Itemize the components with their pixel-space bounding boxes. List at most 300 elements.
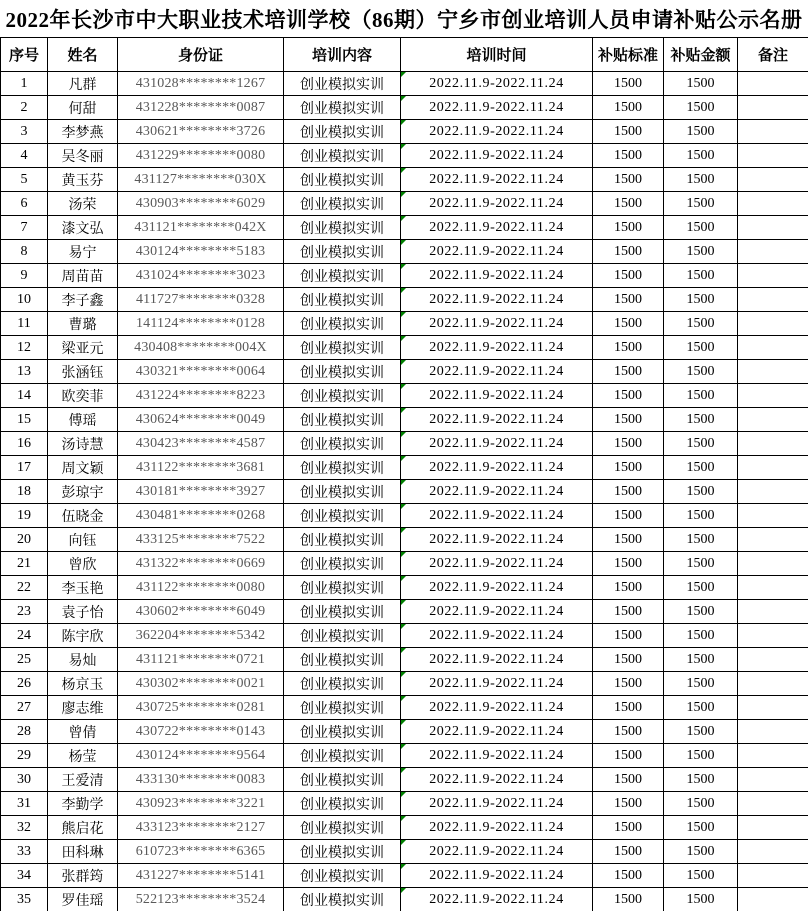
- cell-corner-marker-icon: [401, 360, 406, 365]
- cell-corner-marker-icon: [401, 816, 406, 821]
- cell-training_period: [401, 672, 593, 696]
- cell-no: 26: [1, 672, 48, 696]
- training-period-text: 2022.11.9-2022.11.24: [429, 699, 564, 715]
- cell-remark: [738, 120, 808, 144]
- cell-remark: [738, 144, 808, 168]
- cell-id_number: 431127********030X: [118, 168, 284, 192]
- cell-corner-marker-icon: [401, 888, 406, 893]
- cell-remark: [738, 720, 808, 744]
- table-header: [1, 38, 808, 72]
- cell-subsidy_amount: 1500: [664, 120, 738, 144]
- cell-remark: [738, 264, 808, 288]
- cell-remark: [738, 432, 808, 456]
- cell-remark: [738, 408, 808, 432]
- cell-subsidy_amount: 1500: [664, 456, 738, 480]
- cell-subsidy_standard: 1500: [593, 456, 664, 480]
- cell-name: 田科琳: [48, 840, 118, 864]
- cell-no: 28: [1, 720, 48, 744]
- header-subsidy-standard: 补贴标准: [593, 38, 664, 72]
- cell-id_number: 431228********0087: [118, 96, 284, 120]
- cell-id_number: 430408********004X: [118, 336, 284, 360]
- cell-corner-marker-icon: [401, 720, 406, 725]
- cell-subsidy_amount: 1500: [664, 72, 738, 96]
- cell-subsidy_standard: 1500: [593, 696, 664, 720]
- cell-no: 2: [1, 96, 48, 120]
- table-row: [1, 144, 808, 168]
- cell-id_number: 522123********3524: [118, 888, 284, 911]
- training-period-text: 2022.11.9-2022.11.24: [429, 747, 564, 763]
- header-no: 序号: [1, 38, 48, 72]
- cell-name: 曹璐: [48, 312, 118, 336]
- cell-id_number: 430124********9564: [118, 744, 284, 768]
- cell-subsidy_standard: 1500: [593, 672, 664, 696]
- table-row: [1, 864, 808, 888]
- cell-training_content: 创业模拟实训: [284, 504, 401, 528]
- header-row: [1, 38, 808, 72]
- table-row: [1, 312, 808, 336]
- cell-name: 梁亚元: [48, 336, 118, 360]
- cell-training_content: 创业模拟实训: [284, 336, 401, 360]
- cell-no: 32: [1, 816, 48, 840]
- cell-remark: [738, 480, 808, 504]
- table-row: [1, 480, 808, 504]
- cell-id_number: 430481********0268: [118, 504, 284, 528]
- training-period-text: 2022.11.9-2022.11.24: [429, 627, 564, 643]
- cell-subsidy_amount: 1500: [664, 816, 738, 840]
- table-row: [1, 288, 808, 312]
- cell-training_period: [401, 312, 593, 336]
- cell-no: 29: [1, 744, 48, 768]
- table-row: [1, 192, 808, 216]
- cell-name: 漆文弘: [48, 216, 118, 240]
- cell-id_number: 431024********3023: [118, 264, 284, 288]
- cell-remark: [738, 552, 808, 576]
- cell-subsidy_amount: 1500: [664, 768, 738, 792]
- cell-subsidy_amount: 1500: [664, 240, 738, 264]
- cell-training_content: 创业模拟实训: [284, 192, 401, 216]
- table-row: [1, 504, 808, 528]
- cell-no: 18: [1, 480, 48, 504]
- cell-no: 22: [1, 576, 48, 600]
- cell-training_content: 创业模拟实训: [284, 744, 401, 768]
- cell-name: 熊启花: [48, 816, 118, 840]
- cell-training_content: 创业模拟实训: [284, 600, 401, 624]
- cell-subsidy_standard: 1500: [593, 720, 664, 744]
- cell-remark: [738, 672, 808, 696]
- cell-remark: [738, 360, 808, 384]
- cell-no: 20: [1, 528, 48, 552]
- cell-corner-marker-icon: [401, 192, 406, 197]
- cell-corner-marker-icon: [401, 864, 406, 869]
- table-row: [1, 744, 808, 768]
- table-row: [1, 240, 808, 264]
- table-row: [1, 768, 808, 792]
- table-row: [1, 696, 808, 720]
- cell-subsidy_standard: 1500: [593, 336, 664, 360]
- cell-name: 向钰: [48, 528, 118, 552]
- cell-corner-marker-icon: [401, 168, 406, 173]
- cell-training_content: 创业模拟实训: [284, 768, 401, 792]
- cell-training_period: [401, 696, 593, 720]
- cell-training_period: [401, 432, 593, 456]
- table-row: [1, 576, 808, 600]
- cell-no: 13: [1, 360, 48, 384]
- cell-training_period: [401, 288, 593, 312]
- cell-name: 易灿: [48, 648, 118, 672]
- header-training-content: 培训内容: [284, 38, 401, 72]
- cell-name: 张群筠: [48, 864, 118, 888]
- cell-remark: [738, 792, 808, 816]
- cell-training_period: [401, 144, 593, 168]
- cell-no: 3: [1, 120, 48, 144]
- cell-remark: [738, 624, 808, 648]
- cell-no: 1: [1, 72, 48, 96]
- cell-remark: [738, 600, 808, 624]
- table-row: [1, 552, 808, 576]
- table-row: [1, 456, 808, 480]
- cell-subsidy_amount: 1500: [664, 528, 738, 552]
- cell-corner-marker-icon: [401, 240, 406, 245]
- cell-subsidy_standard: 1500: [593, 600, 664, 624]
- cell-training_period: [401, 600, 593, 624]
- cell-training_content: 创业模拟实训: [284, 168, 401, 192]
- cell-name: 廖志维: [48, 696, 118, 720]
- cell-id_number: 431322********0669: [118, 552, 284, 576]
- training-period-text: 2022.11.9-2022.11.24: [429, 651, 564, 667]
- cell-subsidy_amount: 1500: [664, 216, 738, 240]
- cell-training_period: [401, 744, 593, 768]
- header-training-period: 培训时间: [401, 38, 593, 72]
- cell-training_period: [401, 240, 593, 264]
- cell-subsidy_standard: 1500: [593, 816, 664, 840]
- cell-name: 袁子怡: [48, 600, 118, 624]
- cell-id_number: 430302********0021: [118, 672, 284, 696]
- cell-name: 李梦燕: [48, 120, 118, 144]
- cell-training_period: [401, 720, 593, 744]
- cell-subsidy_standard: 1500: [593, 72, 664, 96]
- cell-training_period: [401, 120, 593, 144]
- cell-no: 27: [1, 696, 48, 720]
- cell-training_content: 创业模拟实训: [284, 240, 401, 264]
- cell-training_content: 创业模拟实训: [284, 720, 401, 744]
- training-period-text: 2022.11.9-2022.11.24: [429, 435, 564, 451]
- cell-no: 5: [1, 168, 48, 192]
- cell-subsidy_amount: 1500: [664, 288, 738, 312]
- training-period-text: 2022.11.9-2022.11.24: [429, 411, 564, 427]
- cell-corner-marker-icon: [401, 480, 406, 485]
- cell-remark: [738, 288, 808, 312]
- cell-subsidy_standard: 1500: [593, 528, 664, 552]
- cell-no: 14: [1, 384, 48, 408]
- cell-name: 张涵钰: [48, 360, 118, 384]
- training-period-text: 2022.11.9-2022.11.24: [429, 723, 564, 739]
- cell-training_content: 创业模拟实训: [284, 792, 401, 816]
- cell-name: 傅瑶: [48, 408, 118, 432]
- cell-training_content: 创业模拟实训: [284, 72, 401, 96]
- cell-no: 23: [1, 600, 48, 624]
- cell-subsidy_standard: 1500: [593, 744, 664, 768]
- cell-id_number: 430602********6049: [118, 600, 284, 624]
- cell-training_content: 创业模拟实训: [284, 552, 401, 576]
- cell-name: 陈宇欣: [48, 624, 118, 648]
- cell-training_period: [401, 528, 593, 552]
- cell-id_number: 430722********0143: [118, 720, 284, 744]
- cell-id_number: 430124********5183: [118, 240, 284, 264]
- cell-no: 33: [1, 840, 48, 864]
- cell-no: 25: [1, 648, 48, 672]
- cell-no: 10: [1, 288, 48, 312]
- cell-no: 24: [1, 624, 48, 648]
- table-row: [1, 432, 808, 456]
- table-row: [1, 624, 808, 648]
- cell-training_period: [401, 648, 593, 672]
- cell-training_period: [401, 72, 593, 96]
- cell-remark: [738, 384, 808, 408]
- cell-name: 李勤学: [48, 792, 118, 816]
- cell-subsidy_amount: 1500: [664, 264, 738, 288]
- cell-subsidy_amount: 1500: [664, 432, 738, 456]
- cell-no: 7: [1, 216, 48, 240]
- training-period-text: 2022.11.9-2022.11.24: [429, 267, 564, 283]
- cell-training_period: [401, 864, 593, 888]
- cell-subsidy_amount: 1500: [664, 720, 738, 744]
- cell-training_content: 创业模拟实训: [284, 576, 401, 600]
- cell-id_number: 430903********6029: [118, 192, 284, 216]
- cell-remark: [738, 240, 808, 264]
- cell-remark: [738, 768, 808, 792]
- cell-corner-marker-icon: [401, 432, 406, 437]
- cell-corner-marker-icon: [401, 648, 406, 653]
- cell-id_number: 431121********0721: [118, 648, 284, 672]
- cell-subsidy_standard: 1500: [593, 552, 664, 576]
- cell-corner-marker-icon: [401, 576, 406, 581]
- cell-subsidy_amount: 1500: [664, 624, 738, 648]
- cell-id_number: 433130********0083: [118, 768, 284, 792]
- cell-remark: [738, 576, 808, 600]
- cell-subsidy_standard: 1500: [593, 888, 664, 911]
- cell-no: 21: [1, 552, 48, 576]
- cell-subsidy_amount: 1500: [664, 672, 738, 696]
- table-row: [1, 720, 808, 744]
- cell-training_content: 创业模拟实训: [284, 696, 401, 720]
- training-period-text: 2022.11.9-2022.11.24: [429, 123, 564, 139]
- cell-subsidy_amount: 1500: [664, 576, 738, 600]
- cell-no: 31: [1, 792, 48, 816]
- header-id-number: 身份证: [118, 38, 284, 72]
- cell-corner-marker-icon: [401, 768, 406, 773]
- table-row: [1, 360, 808, 384]
- cell-no: 12: [1, 336, 48, 360]
- training-period-text: 2022.11.9-2022.11.24: [429, 579, 564, 595]
- cell-subsidy_standard: 1500: [593, 408, 664, 432]
- cell-no: 19: [1, 504, 48, 528]
- table-row: [1, 72, 808, 96]
- cell-id_number: 610723********6365: [118, 840, 284, 864]
- cell-corner-marker-icon: [401, 528, 406, 533]
- cell-training_period: [401, 168, 593, 192]
- table-row: [1, 840, 808, 864]
- training-period-text: 2022.11.9-2022.11.24: [429, 147, 564, 163]
- cell-training_content: 创业模拟实训: [284, 408, 401, 432]
- training-period-text: 2022.11.9-2022.11.24: [429, 555, 564, 571]
- cell-training_content: 创业模拟实训: [284, 120, 401, 144]
- page-title: 2022年长沙市中大职业技术培训学校（86期）宁乡市创业培训人员申请补贴公示名册: [5, 7, 803, 32]
- cell-training_period: [401, 552, 593, 576]
- cell-id_number: 430624********0049: [118, 408, 284, 432]
- cell-remark: [738, 888, 808, 911]
- cell-training_content: 创业模拟实训: [284, 144, 401, 168]
- cell-id_number: 362204********5342: [118, 624, 284, 648]
- cell-training_period: [401, 576, 593, 600]
- cell-training_period: [401, 360, 593, 384]
- cell-remark: [738, 456, 808, 480]
- training-period-text: 2022.11.9-2022.11.24: [429, 75, 564, 91]
- cell-subsidy_amount: 1500: [664, 864, 738, 888]
- table-row: [1, 816, 808, 840]
- cell-name: 汤荣: [48, 192, 118, 216]
- training-period-text: 2022.11.9-2022.11.24: [429, 531, 564, 547]
- cell-no: 9: [1, 264, 48, 288]
- cell-remark: [738, 816, 808, 840]
- training-period-text: 2022.11.9-2022.11.24: [429, 843, 564, 859]
- cell-name: 曾欣: [48, 552, 118, 576]
- cell-id_number: 141124********0128: [118, 312, 284, 336]
- table-row: [1, 672, 808, 696]
- cell-training_content: 创业模拟实训: [284, 816, 401, 840]
- cell-subsidy_amount: 1500: [664, 336, 738, 360]
- cell-name: 汤诗慧: [48, 432, 118, 456]
- cell-corner-marker-icon: [401, 744, 406, 749]
- cell-name: 彭琼宇: [48, 480, 118, 504]
- cell-corner-marker-icon: [401, 600, 406, 605]
- cell-subsidy_standard: 1500: [593, 576, 664, 600]
- cell-training_content: 创业模拟实训: [284, 288, 401, 312]
- table-row: [1, 600, 808, 624]
- cell-remark: [738, 744, 808, 768]
- cell-training_period: [401, 840, 593, 864]
- cell-subsidy_standard: 1500: [593, 864, 664, 888]
- cell-remark: [738, 312, 808, 336]
- cell-subsidy_amount: 1500: [664, 312, 738, 336]
- cell-id_number: 431227********5141: [118, 864, 284, 888]
- cell-id_number: 431028********1267: [118, 72, 284, 96]
- cell-subsidy_standard: 1500: [593, 264, 664, 288]
- training-period-text: 2022.11.9-2022.11.24: [429, 219, 564, 235]
- cell-training_content: 创业模拟实训: [284, 264, 401, 288]
- subsidy-roster-table: [0, 37, 808, 911]
- cell-training_content: 创业模拟实训: [284, 312, 401, 336]
- cell-corner-marker-icon: [401, 456, 406, 461]
- cell-subsidy_standard: 1500: [593, 480, 664, 504]
- cell-no: 4: [1, 144, 48, 168]
- table-row: [1, 264, 808, 288]
- cell-no: 35: [1, 888, 48, 911]
- table-row: [1, 384, 808, 408]
- cell-training_content: 创业模拟实训: [284, 480, 401, 504]
- cell-id_number: 430321********0064: [118, 360, 284, 384]
- cell-training_period: [401, 336, 593, 360]
- cell-training_content: 创业模拟实训: [284, 384, 401, 408]
- cell-subsidy_standard: 1500: [593, 504, 664, 528]
- cell-subsidy_standard: 1500: [593, 840, 664, 864]
- cell-subsidy_amount: 1500: [664, 744, 738, 768]
- training-period-text: 2022.11.9-2022.11.24: [429, 819, 564, 835]
- cell-remark: [738, 96, 808, 120]
- training-period-text: 2022.11.9-2022.11.24: [429, 771, 564, 787]
- cell-remark: [738, 864, 808, 888]
- cell-corner-marker-icon: [401, 792, 406, 797]
- cell-training_content: 创业模拟实训: [284, 648, 401, 672]
- cell-training_content: 创业模拟实训: [284, 672, 401, 696]
- cell-training_period: [401, 768, 593, 792]
- cell-corner-marker-icon: [401, 120, 406, 125]
- cell-training_content: 创业模拟实训: [284, 216, 401, 240]
- cell-training_content: 创业模拟实训: [284, 840, 401, 864]
- cell-training_period: [401, 624, 593, 648]
- cell-no: 6: [1, 192, 48, 216]
- cell-name: 李子鑫: [48, 288, 118, 312]
- cell-corner-marker-icon: [401, 696, 406, 701]
- table-row: [1, 528, 808, 552]
- cell-training_period: [401, 408, 593, 432]
- cell-training_content: 创业模拟实训: [284, 96, 401, 120]
- cell-name: 周苗苗: [48, 264, 118, 288]
- table-row: [1, 216, 808, 240]
- cell-subsidy_amount: 1500: [664, 696, 738, 720]
- cell-subsidy_standard: 1500: [593, 792, 664, 816]
- cell-corner-marker-icon: [401, 336, 406, 341]
- cell-subsidy_amount: 1500: [664, 792, 738, 816]
- table-row: [1, 408, 808, 432]
- cell-training_period: [401, 456, 593, 480]
- table-row: [1, 120, 808, 144]
- cell-corner-marker-icon: [401, 312, 406, 317]
- cell-name: 吴冬丽: [48, 144, 118, 168]
- cell-subsidy_standard: 1500: [593, 432, 664, 456]
- cell-corner-marker-icon: [401, 384, 406, 389]
- training-period-text: 2022.11.9-2022.11.24: [429, 171, 564, 187]
- cell-name: 杨莹: [48, 744, 118, 768]
- cell-training_content: 创业模拟实训: [284, 360, 401, 384]
- cell-training_content: 创业模拟实训: [284, 624, 401, 648]
- cell-corner-marker-icon: [401, 840, 406, 845]
- training-period-text: 2022.11.9-2022.11.24: [429, 891, 564, 907]
- cell-training_period: [401, 192, 593, 216]
- cell-training_period: [401, 504, 593, 528]
- cell-training_content: 创业模拟实训: [284, 864, 401, 888]
- training-period-text: 2022.11.9-2022.11.24: [429, 195, 564, 211]
- cell-name: 罗佳瑶: [48, 888, 118, 911]
- cell-training_content: 创业模拟实训: [284, 888, 401, 911]
- cell-id_number: 430621********3726: [118, 120, 284, 144]
- cell-remark: [738, 648, 808, 672]
- cell-training_period: [401, 96, 593, 120]
- cell-subsidy_amount: 1500: [664, 408, 738, 432]
- cell-subsidy_standard: 1500: [593, 240, 664, 264]
- table-body: [1, 72, 808, 911]
- cell-subsidy_standard: 1500: [593, 648, 664, 672]
- cell-id_number: 411727********0328: [118, 288, 284, 312]
- cell-subsidy_amount: 1500: [664, 504, 738, 528]
- table-row: [1, 648, 808, 672]
- cell-training_period: [401, 888, 593, 911]
- training-period-text: 2022.11.9-2022.11.24: [429, 459, 564, 475]
- cell-name: 杨京玉: [48, 672, 118, 696]
- cell-subsidy_standard: 1500: [593, 192, 664, 216]
- cell-name: 曾倩: [48, 720, 118, 744]
- cell-no: 16: [1, 432, 48, 456]
- cell-no: 15: [1, 408, 48, 432]
